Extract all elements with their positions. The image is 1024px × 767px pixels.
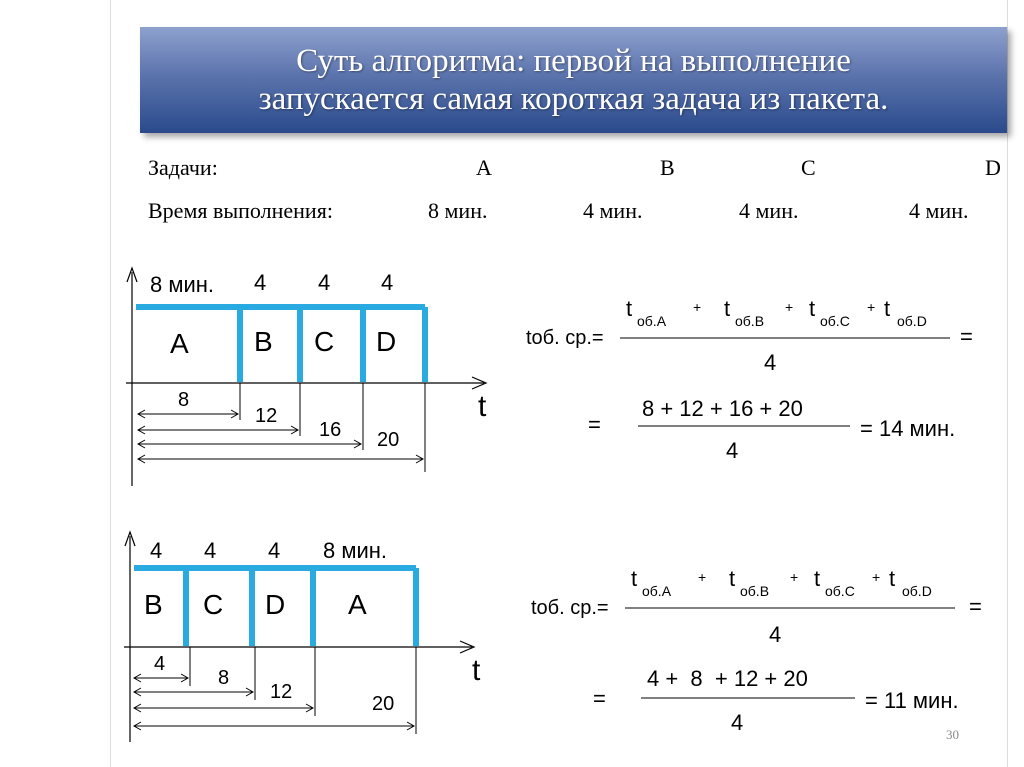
top-label-2: 4: [204, 538, 217, 563]
gantt-diagram-1-svg: [110, 260, 510, 490]
slide-title: [194, 42, 954, 118]
axis-t-label: t: [472, 654, 481, 687]
top-label-4: 8 мин.: [323, 538, 388, 563]
block-c: [300, 307, 363, 382]
term-sub-4: об.D: [897, 313, 927, 329]
top-label-1: 8 мин.: [150, 272, 215, 297]
term-sub-1: об.А: [637, 313, 667, 329]
term-t-3: t: [809, 296, 816, 321]
top-label-1: 4: [150, 538, 163, 563]
task-time-c: 4 мин.: [739, 198, 799, 223]
span-arrow-4: [138, 429, 423, 463]
term-sub-4: об.D: [902, 583, 932, 599]
top-label-3: 4: [318, 270, 331, 295]
formula-2: [525, 560, 1005, 740]
block-b: [240, 307, 300, 382]
term-sub-3: об.С: [820, 313, 850, 329]
block-b: [134, 568, 186, 646]
title-line-2: запускается самая короткая задача из пакета.: [258, 81, 889, 117]
top-label-3: 4: [268, 538, 281, 563]
block-d: [252, 568, 313, 646]
task-name-c: C: [801, 155, 816, 180]
block-a: [313, 568, 416, 646]
gantt-diagram-2-svg: [110, 528, 510, 748]
formula-denominator: 4: [769, 622, 782, 647]
slide-title-box: [140, 27, 1007, 133]
span-label-2: 12: [255, 405, 278, 427]
block-label-d: D: [376, 326, 397, 357]
term-sub-2: об.В: [735, 313, 765, 329]
block-d: [363, 307, 425, 382]
term-t-4: t: [884, 296, 891, 321]
task-time-a: 8 мин.: [428, 198, 488, 223]
span-arrow-1: [138, 389, 238, 418]
plus-3: +: [872, 569, 881, 585]
formula-equals: =: [969, 594, 982, 619]
formula-1-svg: [520, 290, 1000, 463]
term-sub-3: об.С: [825, 583, 855, 599]
top-label-2: 4: [254, 270, 267, 295]
formula-equals: =: [960, 324, 973, 349]
formula-1: [520, 290, 1000, 463]
title-line-1: Суть алгоритма: первой на выполнение: [296, 43, 851, 79]
formula-equals-2: =: [588, 412, 601, 437]
plus-1: +: [698, 569, 707, 585]
span-label-3: 16: [319, 419, 342, 441]
plus-3: +: [867, 299, 876, 315]
term-t-3: t: [814, 566, 821, 591]
axis-t-label: t: [478, 390, 487, 423]
term-t-1: t: [626, 296, 633, 321]
span-label-4: 20: [372, 693, 395, 715]
plus-2: +: [790, 569, 799, 585]
span-arrow-2: [138, 405, 298, 434]
formula-numerator-values: 8 + 12 + 16 + 20: [642, 396, 803, 421]
formula-result: = 14 мин.: [860, 416, 956, 441]
formula-lhs: tоб. ср.=: [531, 597, 609, 619]
span-label-4: 20: [377, 429, 400, 451]
formula-2-svg: [525, 560, 1005, 740]
task-name-b: B: [660, 155, 675, 180]
task-time-d: 4 мин.: [909, 198, 969, 223]
span-label-3: 12: [270, 681, 293, 703]
block-label-b: B: [144, 589, 163, 620]
block-a: [136, 307, 240, 382]
task-time-b: 4 мин.: [583, 198, 643, 223]
term-t-1: t: [631, 566, 638, 591]
top-label-4: 4: [381, 270, 394, 295]
term-sub-2: об.В: [740, 583, 770, 599]
term-t-4: t: [889, 566, 896, 591]
block-label-a: A: [348, 589, 367, 620]
block-label-b: B: [254, 326, 273, 357]
formula-denominator-2: 4: [726, 438, 739, 463]
block-c: [186, 568, 252, 646]
block-label-d: D: [265, 589, 286, 620]
block-label-c: C: [314, 326, 335, 357]
task-name-d: D: [985, 155, 1001, 180]
gantt-diagram-1: [110, 260, 510, 490]
term-t-2: t: [729, 566, 736, 591]
formula-equals-2: =: [593, 686, 606, 711]
plus-1: +: [693, 299, 702, 315]
span-arrow-1: [134, 653, 188, 682]
tasks-label: Задачи:: [148, 155, 218, 180]
formula-denominator: 4: [764, 350, 777, 375]
span-arrow-2: [134, 667, 253, 696]
formula-denominator-2: 4: [731, 710, 744, 735]
block-label-c: C: [203, 589, 224, 620]
span-label-1: 8: [178, 389, 190, 411]
formula-lhs: tоб. ср.=: [526, 327, 604, 349]
span-arrow-3: [138, 419, 361, 448]
page-number: 30: [946, 727, 959, 742]
formula-numerator-values: 4 + 8 + 12 + 20: [647, 666, 808, 691]
formula-result: = 11 мин.: [865, 688, 959, 713]
time-label: Время выполнения:: [148, 198, 333, 223]
span-label-2: 8: [218, 667, 230, 689]
span-label-1: 4: [154, 653, 166, 675]
task-name-a: A: [476, 155, 492, 180]
term-t-2: t: [724, 296, 731, 321]
block-label-a: A: [170, 328, 189, 359]
term-sub-1: об.А: [642, 583, 672, 599]
decorative-line: [1007, 0, 1008, 767]
plus-2: +: [785, 299, 794, 315]
gantt-diagram-2: [110, 528, 510, 748]
